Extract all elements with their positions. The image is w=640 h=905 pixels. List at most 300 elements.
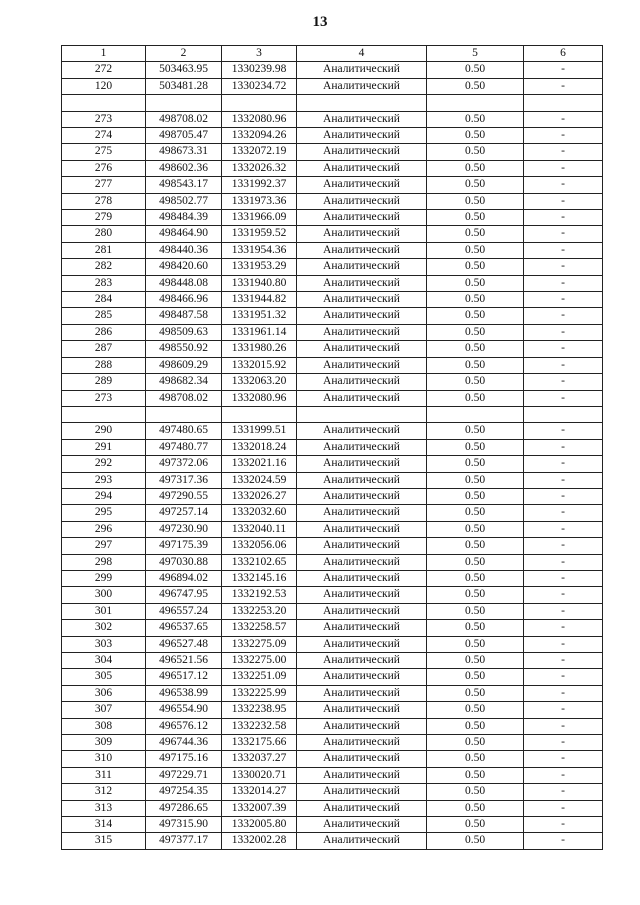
table-row [62, 341, 603, 357]
table-row [62, 800, 603, 816]
cell-x-coordinate: 496557.24 [146, 603, 222, 619]
cell-accuracy: 0.50 [427, 800, 524, 816]
cell-method: Аналитический [297, 128, 427, 144]
table-header [62, 46, 603, 62]
table-row [62, 78, 603, 94]
cell-note: - [524, 554, 603, 570]
table-row [62, 292, 603, 308]
cell-y-coordinate: 1332232.58 [222, 718, 297, 734]
cell-x-coordinate: 497290.55 [146, 488, 222, 504]
cell-point-number: 283 [62, 275, 146, 291]
cell-point-number: 279 [62, 210, 146, 226]
cell-point-number: 274 [62, 128, 146, 144]
table-row [62, 95, 603, 111]
cell-method: Аналитический [297, 505, 427, 521]
cell-accuracy: 0.50 [427, 488, 524, 504]
table-row [62, 62, 603, 78]
cell-y-coordinate: 1332018.24 [222, 439, 297, 455]
cell-x-coordinate: 498682.34 [146, 374, 222, 390]
coordinates-table [61, 45, 603, 850]
cell-x-coordinate: 497254.35 [146, 784, 222, 800]
table-row [62, 275, 603, 291]
cell-accuracy: 0.50 [427, 751, 524, 767]
cell-point-number: 307 [62, 702, 146, 718]
cell-y-coordinate: 1331940.80 [222, 275, 297, 291]
cell-method: Аналитический [297, 292, 427, 308]
cell-method: Аналитический [297, 521, 427, 537]
cell-point-number: 273 [62, 390, 146, 406]
cell-point-number: 314 [62, 817, 146, 833]
cell-x-coordinate: 497286.65 [146, 800, 222, 816]
cell-y-coordinate: 1331961.14 [222, 324, 297, 340]
cell-accuracy: 0.50 [427, 128, 524, 144]
table-row [62, 751, 603, 767]
cell-method: Аналитический [297, 308, 427, 324]
cell-x-coordinate: 503481.28 [146, 78, 222, 94]
cell-point-number: 272 [62, 62, 146, 78]
cell-y-coordinate: 1332225.99 [222, 685, 297, 701]
cell-y-coordinate: 1332026.32 [222, 160, 297, 176]
cell-y-coordinate: 1332037.27 [222, 751, 297, 767]
cell-accuracy: 0.50 [427, 177, 524, 193]
header-row [62, 46, 603, 62]
table-row [62, 685, 603, 701]
cell-note: - [524, 111, 603, 127]
table-row [62, 177, 603, 193]
cell-accuracy: 0.50 [427, 226, 524, 242]
table-row [62, 111, 603, 127]
cell-y-coordinate: 1330239.98 [222, 62, 297, 78]
cell-x-coordinate: 498487.58 [146, 308, 222, 324]
cell-method: Аналитический [297, 570, 427, 586]
cell-y-coordinate: 1332040.11 [222, 521, 297, 537]
cell-point-number: 315 [62, 833, 146, 849]
cell-note: - [524, 570, 603, 586]
cell-accuracy: 0.50 [427, 817, 524, 833]
cell-method: Аналитический [297, 653, 427, 669]
cell-method [297, 95, 427, 111]
cell-accuracy [427, 95, 524, 111]
cell-point-number: 313 [62, 800, 146, 816]
table-row [62, 653, 603, 669]
table-row [62, 128, 603, 144]
cell-x-coordinate: 497317.36 [146, 472, 222, 488]
cell-accuracy: 0.50 [427, 521, 524, 537]
cell-x-coordinate: 498464.90 [146, 226, 222, 242]
table-row [62, 242, 603, 258]
cell-method: Аналитический [297, 603, 427, 619]
cell-method: Аналитический [297, 78, 427, 94]
cell-y-coordinate: 1332007.39 [222, 800, 297, 816]
cell-accuracy: 0.50 [427, 357, 524, 373]
cell-x-coordinate: 496894.02 [146, 570, 222, 586]
table-row [62, 735, 603, 751]
cell-point-number: 299 [62, 570, 146, 586]
table-row [62, 193, 603, 209]
cell-method: Аналитический [297, 226, 427, 242]
cell-note: - [524, 374, 603, 390]
column-header-5: 5 [427, 46, 524, 62]
cell-accuracy: 0.50 [427, 833, 524, 849]
table-row [62, 472, 603, 488]
cell-accuracy: 0.50 [427, 620, 524, 636]
cell-point-number: 308 [62, 718, 146, 734]
cell-note: - [524, 210, 603, 226]
cell-note: - [524, 538, 603, 554]
cell-method: Аналитический [297, 636, 427, 652]
cell-point-number: 284 [62, 292, 146, 308]
table-row [62, 603, 603, 619]
cell-x-coordinate: 496576.12 [146, 718, 222, 734]
cell-y-coordinate: 1332238.95 [222, 702, 297, 718]
cell-note: - [524, 226, 603, 242]
cell-note: - [524, 357, 603, 373]
cell-accuracy: 0.50 [427, 669, 524, 685]
cell-point-number: 278 [62, 193, 146, 209]
cell-method: Аналитический [297, 538, 427, 554]
cell-x-coordinate: 497372.06 [146, 456, 222, 472]
cell-point-number: 291 [62, 439, 146, 455]
cell-accuracy [427, 406, 524, 422]
cell-accuracy: 0.50 [427, 324, 524, 340]
cell-point-number: 287 [62, 341, 146, 357]
cell-point-number: 306 [62, 685, 146, 701]
cell-y-coordinate: 1330234.72 [222, 78, 297, 94]
table-row [62, 505, 603, 521]
cell-x-coordinate: 497175.16 [146, 751, 222, 767]
cell-accuracy: 0.50 [427, 718, 524, 734]
cell-note: - [524, 505, 603, 521]
cell-accuracy: 0.50 [427, 538, 524, 554]
cell-y-coordinate: 1332094.26 [222, 128, 297, 144]
cell-accuracy: 0.50 [427, 62, 524, 78]
cell-point-number: 120 [62, 78, 146, 94]
cell-point-number: 312 [62, 784, 146, 800]
cell-note: - [524, 62, 603, 78]
cell-x-coordinate: 498708.02 [146, 390, 222, 406]
cell-point-number: 288 [62, 357, 146, 373]
cell-accuracy: 0.50 [427, 570, 524, 586]
table-row [62, 423, 603, 439]
cell-y-coordinate: 1331953.29 [222, 259, 297, 275]
cell-accuracy: 0.50 [427, 259, 524, 275]
cell-point-number: 302 [62, 620, 146, 636]
cell-point-number: 305 [62, 669, 146, 685]
cell-note: - [524, 718, 603, 734]
cell-y-coordinate: 1332145.16 [222, 570, 297, 586]
cell-accuracy: 0.50 [427, 111, 524, 127]
table-row [62, 718, 603, 734]
table-row [62, 702, 603, 718]
cell-y-coordinate: 1332080.96 [222, 390, 297, 406]
cell-y-coordinate: 1331980.26 [222, 341, 297, 357]
cell-x-coordinate: 498708.02 [146, 111, 222, 127]
cell-x-coordinate: 498543.17 [146, 177, 222, 193]
cell-method: Аналитический [297, 423, 427, 439]
cell-accuracy: 0.50 [427, 242, 524, 258]
table-row [62, 308, 603, 324]
cell-note: - [524, 767, 603, 783]
cell-method: Аналитический [297, 210, 427, 226]
table-row [62, 226, 603, 242]
table-row [62, 538, 603, 554]
cell-y-coordinate: 1332192.53 [222, 587, 297, 603]
cell-accuracy: 0.50 [427, 587, 524, 603]
cell-x-coordinate: 496517.12 [146, 669, 222, 685]
cell-x-coordinate: 496744.36 [146, 735, 222, 751]
cell-x-coordinate: 498509.63 [146, 324, 222, 340]
cell-y-coordinate: 1332063.20 [222, 374, 297, 390]
cell-y-coordinate: 1332072.19 [222, 144, 297, 160]
cell-note: - [524, 488, 603, 504]
cell-note: - [524, 341, 603, 357]
cell-point-number: 282 [62, 259, 146, 275]
cell-note: - [524, 685, 603, 701]
cell-y-coordinate: 1332026.27 [222, 488, 297, 504]
table-row [62, 357, 603, 373]
cell-point-number: 280 [62, 226, 146, 242]
table-row [62, 587, 603, 603]
cell-point-number: 290 [62, 423, 146, 439]
cell-note: - [524, 275, 603, 291]
cell-x-coordinate [146, 95, 222, 111]
cell-note: - [524, 308, 603, 324]
cell-y-coordinate: 1331992.37 [222, 177, 297, 193]
cell-note: - [524, 587, 603, 603]
cell-accuracy: 0.50 [427, 78, 524, 94]
cell-y-coordinate: 1332056.06 [222, 538, 297, 554]
cell-y-coordinate: 1332032.60 [222, 505, 297, 521]
cell-x-coordinate: 497030.88 [146, 554, 222, 570]
cell-accuracy: 0.50 [427, 784, 524, 800]
cell-y-coordinate: 1332251.09 [222, 669, 297, 685]
cell-y-coordinate: 1330020.71 [222, 767, 297, 783]
page-number: 13 [312, 14, 328, 30]
cell-note: - [524, 603, 603, 619]
cell-y-coordinate: 1332015.92 [222, 357, 297, 373]
cell-y-coordinate: 1332021.16 [222, 456, 297, 472]
cell-x-coordinate: 498602.36 [146, 160, 222, 176]
cell-point-number: 276 [62, 160, 146, 176]
cell-y-coordinate: 1332275.00 [222, 653, 297, 669]
cell-x-coordinate: 498705.47 [146, 128, 222, 144]
cell-accuracy: 0.50 [427, 423, 524, 439]
cell-method: Аналитический [297, 817, 427, 833]
table-row [62, 817, 603, 833]
table-row [62, 521, 603, 537]
cell-accuracy: 0.50 [427, 193, 524, 209]
cell-note: - [524, 636, 603, 652]
cell-x-coordinate: 498550.92 [146, 341, 222, 357]
cell-method: Аналитический [297, 735, 427, 751]
column-header-2: 2 [146, 46, 222, 62]
cell-method: Аналитический [297, 357, 427, 373]
cell-note: - [524, 439, 603, 455]
cell-x-coordinate: 503463.95 [146, 62, 222, 78]
column-header-3: 3 [222, 46, 297, 62]
cell-point-number: 292 [62, 456, 146, 472]
cell-x-coordinate: 497480.77 [146, 439, 222, 455]
cell-x-coordinate: 497175.39 [146, 538, 222, 554]
cell-accuracy: 0.50 [427, 636, 524, 652]
table-row [62, 439, 603, 455]
cell-note [524, 95, 603, 111]
cell-point-number: 273 [62, 111, 146, 127]
cell-y-coordinate: 1331999.51 [222, 423, 297, 439]
cell-method: Аналитический [297, 193, 427, 209]
cell-y-coordinate: 1331966.09 [222, 210, 297, 226]
table-row [62, 324, 603, 340]
cell-method: Аналитический [297, 751, 427, 767]
cell-point-number: 303 [62, 636, 146, 652]
cell-note: - [524, 784, 603, 800]
table-row [62, 570, 603, 586]
table-row [62, 767, 603, 783]
cell-y-coordinate: 1331959.52 [222, 226, 297, 242]
cell-note: - [524, 620, 603, 636]
cell-method: Аналитический [297, 472, 427, 488]
cell-method [297, 406, 427, 422]
table-body [62, 62, 603, 849]
cell-method: Аналитический [297, 242, 427, 258]
cell-y-coordinate: 1332102.65 [222, 554, 297, 570]
cell-note: - [524, 456, 603, 472]
cell-method: Аналитический [297, 111, 427, 127]
cell-point-number: 297 [62, 538, 146, 554]
cell-x-coordinate: 498484.39 [146, 210, 222, 226]
cell-point-number: 294 [62, 488, 146, 504]
cell-x-coordinate: 496537.65 [146, 620, 222, 636]
table-row [62, 554, 603, 570]
cell-method: Аналитический [297, 374, 427, 390]
cell-y-coordinate [222, 95, 297, 111]
cell-x-coordinate: 497257.14 [146, 505, 222, 521]
cell-point-number: 286 [62, 324, 146, 340]
cell-accuracy: 0.50 [427, 505, 524, 521]
cell-note: - [524, 735, 603, 751]
cell-method: Аналитический [297, 324, 427, 340]
cell-note: - [524, 751, 603, 767]
cell-accuracy: 0.50 [427, 456, 524, 472]
table-row [62, 374, 603, 390]
cell-x-coordinate: 498448.08 [146, 275, 222, 291]
table-row [62, 488, 603, 504]
cell-accuracy: 0.50 [427, 554, 524, 570]
table-row [62, 259, 603, 275]
cell-note: - [524, 472, 603, 488]
table-row [62, 144, 603, 160]
cell-accuracy: 0.50 [427, 144, 524, 160]
table-row [62, 669, 603, 685]
table-row [62, 210, 603, 226]
cell-note [524, 406, 603, 422]
cell-method: Аналитический [297, 767, 427, 783]
cell-accuracy: 0.50 [427, 685, 524, 701]
cell-point-number: 281 [62, 242, 146, 258]
cell-x-coordinate: 496747.95 [146, 587, 222, 603]
cell-point-number [62, 406, 146, 422]
cell-x-coordinate: 497377.17 [146, 833, 222, 849]
cell-method: Аналитический [297, 144, 427, 160]
cell-method: Аналитический [297, 456, 427, 472]
cell-accuracy: 0.50 [427, 472, 524, 488]
cell-point-number [62, 95, 146, 111]
cell-y-coordinate: 1332024.59 [222, 472, 297, 488]
cell-y-coordinate: 1331944.82 [222, 292, 297, 308]
cell-point-number: 277 [62, 177, 146, 193]
cell-method: Аналитический [297, 554, 427, 570]
cell-note: - [524, 324, 603, 340]
cell-method: Аналитический [297, 784, 427, 800]
cell-x-coordinate: 497229.71 [146, 767, 222, 783]
cell-point-number: 293 [62, 472, 146, 488]
cell-x-coordinate: 496538.99 [146, 685, 222, 701]
cell-point-number: 309 [62, 735, 146, 751]
cell-accuracy: 0.50 [427, 308, 524, 324]
cell-method: Аналитический [297, 62, 427, 78]
cell-method: Аналитический [297, 702, 427, 718]
cell-method: Аналитический [297, 341, 427, 357]
cell-method: Аналитический [297, 800, 427, 816]
cell-note: - [524, 259, 603, 275]
cell-y-coordinate: 1332014.27 [222, 784, 297, 800]
cell-note: - [524, 702, 603, 718]
cell-x-coordinate: 498609.29 [146, 357, 222, 373]
cell-method: Аналитический [297, 488, 427, 504]
cell-accuracy: 0.50 [427, 341, 524, 357]
column-header-6: 6 [524, 46, 603, 62]
cell-note: - [524, 193, 603, 209]
cell-x-coordinate: 496527.48 [146, 636, 222, 652]
cell-accuracy: 0.50 [427, 603, 524, 619]
cell-point-number: 300 [62, 587, 146, 603]
table-row [62, 784, 603, 800]
cell-x-coordinate: 498673.31 [146, 144, 222, 160]
cell-method: Аналитический [297, 259, 427, 275]
cell-accuracy: 0.50 [427, 292, 524, 308]
cell-note: - [524, 160, 603, 176]
cell-accuracy: 0.50 [427, 702, 524, 718]
table-row [62, 620, 603, 636]
cell-x-coordinate: 498440.36 [146, 242, 222, 258]
cell-method: Аналитический [297, 833, 427, 849]
cell-method: Аналитический [297, 669, 427, 685]
cell-point-number: 275 [62, 144, 146, 160]
cell-note: - [524, 800, 603, 816]
cell-note: - [524, 817, 603, 833]
cell-method: Аналитический [297, 685, 427, 701]
cell-note: - [524, 242, 603, 258]
cell-x-coordinate: 497315.90 [146, 817, 222, 833]
cell-y-coordinate: 1332253.20 [222, 603, 297, 619]
cell-x-coordinate: 497480.65 [146, 423, 222, 439]
cell-method: Аналитический [297, 718, 427, 734]
cell-note: - [524, 423, 603, 439]
cell-y-coordinate: 1332175.66 [222, 735, 297, 751]
cell-y-coordinate: 1332002.28 [222, 833, 297, 849]
cell-note: - [524, 177, 603, 193]
cell-point-number: 304 [62, 653, 146, 669]
cell-x-coordinate [146, 406, 222, 422]
cell-note: - [524, 78, 603, 94]
cell-y-coordinate: 1332258.57 [222, 620, 297, 636]
cell-point-number: 311 [62, 767, 146, 783]
cell-y-coordinate: 1332080.96 [222, 111, 297, 127]
cell-accuracy: 0.50 [427, 390, 524, 406]
cell-x-coordinate: 498466.96 [146, 292, 222, 308]
cell-point-number: 289 [62, 374, 146, 390]
cell-y-coordinate: 1332005.80 [222, 817, 297, 833]
